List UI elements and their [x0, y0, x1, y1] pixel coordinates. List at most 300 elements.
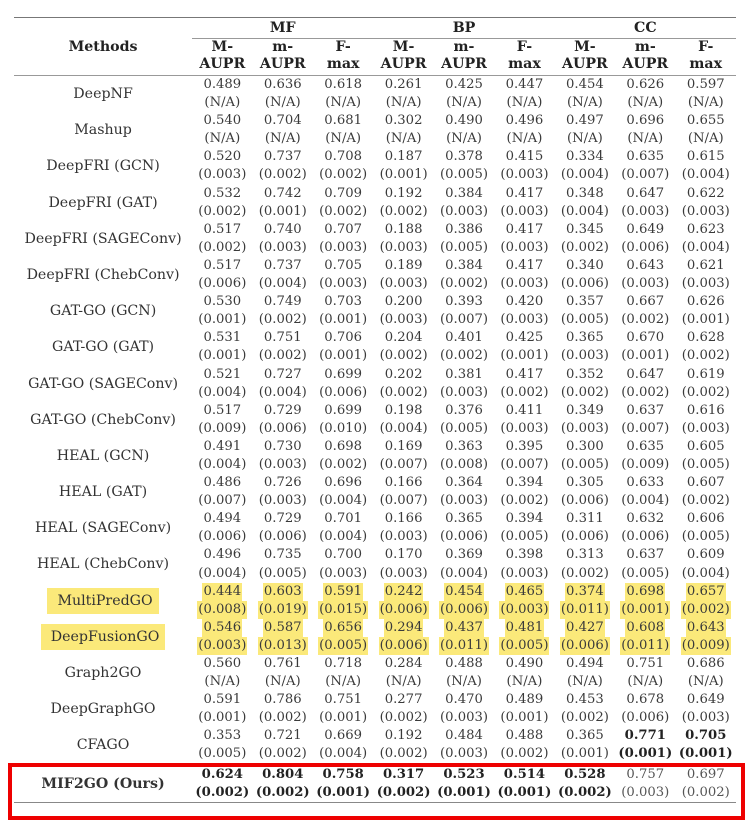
mean-value: 0.608: [625, 619, 665, 637]
method-name: [14, 727, 192, 763]
metric-header-mf-1-bottom: AUPR: [259, 56, 306, 72]
std-cell: [555, 94, 615, 112]
std-cell: [494, 637, 554, 655]
std-value: (0.003): [681, 276, 730, 292]
table-row: [14, 546, 736, 564]
mean-value: 0.489: [505, 692, 544, 708]
mean-value: 0.615: [686, 149, 725, 165]
mean-value: 0.494: [203, 511, 242, 527]
value-cell: [494, 655, 554, 673]
mean-value: 0.444: [202, 583, 242, 601]
std-value: (0.010): [319, 420, 368, 436]
std-cell: [373, 528, 433, 546]
mean-value: 0.411: [505, 402, 544, 418]
std-cell: [494, 784, 554, 803]
method-label: GAT-GO (SAGEConv): [28, 375, 179, 392]
value-cell: [615, 546, 675, 564]
table-row: [14, 185, 736, 203]
mean-value: 0.384: [445, 185, 483, 201]
std-cell: [615, 347, 675, 365]
std-value: (N/A): [325, 674, 362, 690]
value-cell: [555, 691, 615, 709]
std-cell: [192, 347, 252, 365]
std-cell: [615, 311, 675, 329]
mean-value: 0.686: [686, 656, 725, 671]
std-value: (0.002): [319, 167, 368, 183]
std-cell: [676, 275, 736, 293]
std-value: (0.003): [500, 312, 549, 328]
std-cell: [192, 492, 252, 510]
std-value: (0.003): [560, 420, 609, 436]
std-value: (N/A): [204, 131, 241, 147]
mean-value: 0.374: [565, 583, 605, 601]
method-label: Mashup: [74, 122, 132, 139]
value-cell: [494, 185, 554, 203]
table-row: [14, 691, 736, 709]
method-label: Graph2GO: [64, 665, 142, 682]
method-label: DeepFRI (ChebConv): [26, 266, 180, 283]
std-value: (0.002): [258, 312, 307, 328]
mean-value: 0.395: [505, 438, 544, 454]
value-cell: [555, 221, 615, 239]
method-label: DeepFRI (GAT): [48, 194, 158, 211]
std-value: (N/A): [385, 674, 422, 690]
mean-value: 0.637: [626, 547, 665, 563]
value-cell: [373, 329, 433, 347]
std-value: (0.005): [439, 167, 489, 183]
mean-value: 0.465: [505, 583, 545, 601]
value-cell: [373, 438, 433, 456]
std-value: (N/A): [325, 131, 362, 147]
value-cell: [615, 619, 675, 637]
value-cell: [615, 474, 675, 492]
value-cell: [313, 257, 373, 275]
std-cell: [192, 166, 252, 184]
std-cell: [192, 565, 252, 583]
value-cell: [676, 727, 736, 745]
std-cell: [434, 709, 494, 727]
std-value: (0.002): [258, 746, 307, 762]
metric-header-cc-0-top: M-: [574, 39, 596, 55]
std-value: (0.003): [681, 420, 730, 436]
mean-value: 0.369: [445, 547, 483, 563]
mean-value: 0.669: [324, 728, 363, 744]
std-cell: [555, 130, 615, 148]
mean-value: 0.616: [686, 402, 725, 418]
mean-value: 0.188: [384, 221, 423, 237]
mean-value: 0.699: [324, 402, 363, 418]
std-value: (N/A): [385, 95, 422, 111]
std-value: (N/A): [687, 674, 724, 690]
std-value: (0.002): [319, 456, 368, 472]
value-cell: [434, 438, 494, 456]
value-cell: [253, 185, 313, 203]
std-cell: [676, 166, 736, 184]
value-cell: [615, 112, 675, 130]
std-cell: [373, 601, 433, 619]
value-cell: [373, 764, 433, 784]
std-cell: [313, 784, 373, 803]
std-value: (N/A): [566, 131, 603, 147]
table-row: [14, 76, 736, 95]
std-cell: [494, 601, 554, 619]
std-cell: [313, 203, 373, 221]
mean-value: 0.705: [685, 728, 727, 744]
std-cell: [615, 492, 675, 510]
std-value: (N/A): [687, 131, 724, 147]
std-value: (0.006): [560, 276, 609, 292]
std-value: (0.008): [439, 456, 489, 472]
std-value: (0.002): [681, 493, 730, 509]
mean-value: 0.626: [626, 77, 665, 92]
table-row: [14, 221, 736, 239]
std-cell: [192, 384, 252, 402]
std-value: (0.013): [258, 637, 308, 655]
group-header-mf: MF: [192, 18, 373, 39]
metric-header-mf-1-top: m-: [272, 39, 294, 55]
mean-value: 0.605: [686, 438, 725, 454]
std-cell: [373, 130, 433, 148]
std-value: (0.001): [678, 746, 733, 762]
mean-value: 0.603: [263, 583, 303, 601]
mean-value: 0.357: [566, 294, 604, 310]
std-cell: [676, 637, 736, 655]
std-value: (0.007): [379, 493, 428, 509]
std-cell: [676, 456, 736, 474]
std-cell: [555, 203, 615, 221]
std-value: (0.006): [560, 493, 609, 509]
std-value: (0.007): [621, 420, 670, 436]
value-cell: [373, 76, 433, 95]
std-value: (0.004): [258, 276, 307, 292]
std-value: (N/A): [446, 95, 482, 111]
std-value: (0.006): [379, 601, 429, 619]
mean-value: 0.737: [263, 257, 302, 273]
mean-value: 0.417: [505, 366, 544, 382]
std-cell: [313, 311, 373, 329]
value-cell: [494, 583, 554, 601]
mean-value: 0.417: [505, 257, 544, 273]
mean-value: 0.703: [324, 294, 363, 310]
mean-value: 0.520: [203, 149, 242, 165]
std-value: (0.008): [197, 601, 247, 619]
std-value: (0.015): [318, 601, 368, 619]
value-cell: [615, 510, 675, 528]
value-cell: [555, 619, 615, 637]
mean-value: 0.345: [566, 221, 604, 237]
std-cell: [676, 347, 736, 365]
mean-value: 0.655: [686, 113, 725, 129]
std-cell: [373, 784, 433, 803]
mean-value: 0.200: [384, 294, 423, 310]
mean-value: 0.707: [324, 221, 363, 237]
std-value: (0.003): [621, 203, 670, 219]
std-cell: [253, 420, 313, 438]
mean-value: 0.730: [263, 438, 302, 454]
group-header-row: [14, 18, 736, 39]
std-value: (0.002): [560, 565, 609, 581]
mean-value: 0.192: [384, 185, 423, 201]
std-value: (0.002): [621, 312, 670, 328]
mean-value: 0.698: [625, 583, 665, 601]
std-cell: [555, 745, 615, 763]
std-cell: [434, 745, 494, 763]
mean-value: 0.491: [203, 438, 242, 454]
std-cell: [615, 456, 675, 474]
value-cell: [253, 221, 313, 239]
value-cell: [313, 185, 373, 203]
mean-value: 0.447: [505, 77, 544, 92]
table-row-ours: [14, 764, 736, 784]
std-cell: [313, 492, 373, 510]
method-label: DeepNF: [73, 86, 133, 103]
value-cell: [192, 366, 252, 384]
method-label: DeepFRI (SAGEConv): [24, 230, 182, 247]
std-value: (0.006): [319, 384, 368, 400]
value-cell: [434, 76, 494, 95]
mean-value: 0.488: [445, 656, 483, 671]
std-cell: [676, 709, 736, 727]
value-cell: [253, 438, 313, 456]
method-label: HEAL (GCN): [56, 447, 150, 464]
value-cell: [313, 76, 373, 95]
value-cell: [494, 691, 554, 709]
mean-value: 0.678: [626, 692, 665, 708]
value-cell: [555, 148, 615, 166]
value-cell: [253, 257, 313, 275]
value-cell: [192, 402, 252, 420]
std-value: (0.004): [681, 167, 730, 183]
value-cell: [494, 366, 554, 384]
mean-value: 0.481: [505, 619, 545, 637]
value-cell: [313, 148, 373, 166]
mean-value: 0.761: [263, 656, 302, 671]
std-value: (0.004): [681, 565, 730, 581]
std-value: (0.003): [197, 637, 247, 655]
value-cell: [434, 148, 494, 166]
std-cell: [373, 492, 433, 510]
mean-value: 0.591: [323, 583, 363, 601]
std-cell: [676, 311, 736, 329]
mean-value: 0.453: [566, 692, 604, 708]
std-value: (0.011): [620, 637, 670, 655]
mean-value: 0.427: [565, 619, 605, 637]
std-cell: [615, 94, 675, 112]
value-cell: [373, 546, 433, 564]
std-cell: [615, 784, 675, 803]
std-value: (0.002): [681, 601, 731, 619]
method-label: HEAL (GAT): [58, 484, 148, 501]
mean-value: 0.261: [384, 77, 423, 92]
std-value: (0.002): [621, 384, 670, 400]
value-cell: [676, 402, 736, 420]
value-cell: [313, 438, 373, 456]
std-value: (0.002): [379, 746, 428, 762]
std-cell: [434, 601, 494, 619]
std-value: (0.004): [319, 493, 368, 509]
table-row: [14, 619, 736, 637]
value-cell: [555, 402, 615, 420]
mean-value: 0.740: [263, 221, 302, 237]
std-cell: [615, 203, 675, 221]
table-row: [14, 366, 736, 384]
method-name: [14, 257, 192, 293]
std-value: (0.004): [379, 420, 428, 436]
mean-value: 0.349: [566, 402, 604, 418]
value-cell: [313, 655, 373, 673]
mean-value: 0.363: [445, 438, 483, 454]
value-cell: [615, 438, 675, 456]
std-cell: [373, 637, 433, 655]
std-cell: [313, 130, 373, 148]
std-cell: [253, 601, 313, 619]
std-value: (0.006): [439, 529, 489, 545]
mean-value: 0.700: [324, 547, 363, 563]
mean-value: 0.528: [564, 766, 606, 782]
mean-value: 0.623: [686, 221, 725, 237]
std-value: (0.002): [439, 276, 489, 292]
std-cell: [373, 456, 433, 474]
mean-value: 0.636: [263, 77, 302, 92]
std-cell: [192, 745, 252, 763]
std-value: (0.005): [560, 312, 609, 328]
mean-value: 0.398: [505, 547, 544, 563]
mean-value: 0.699: [324, 366, 363, 382]
value-cell: [494, 148, 554, 166]
table-row: [14, 583, 736, 601]
std-cell: [253, 528, 313, 546]
std-cell: [373, 384, 433, 402]
value-cell: [253, 366, 313, 384]
method-name: [14, 402, 192, 438]
std-cell: [615, 601, 675, 619]
std-cell: [494, 94, 554, 112]
mean-value: 0.454: [566, 77, 604, 92]
std-cell: [555, 347, 615, 365]
mean-value: 0.532: [203, 185, 242, 201]
value-cell: [676, 510, 736, 528]
std-cell: [434, 420, 494, 438]
std-cell: [494, 492, 554, 510]
value-cell: [494, 257, 554, 275]
std-cell: [313, 347, 373, 365]
mean-value: 0.376: [445, 402, 483, 418]
std-value: (0.004): [258, 384, 307, 400]
value-cell: [373, 691, 433, 709]
std-value: (0.004): [681, 239, 730, 255]
std-value: (N/A): [446, 674, 482, 690]
std-cell: [615, 384, 675, 402]
std-value: (0.002): [258, 710, 307, 726]
value-cell: [434, 546, 494, 564]
mean-value: 0.635: [626, 438, 665, 454]
mean-value: 0.609: [686, 547, 725, 563]
method-name: [14, 510, 192, 546]
mean-value: 0.632: [626, 511, 665, 527]
mean-value: 0.198: [384, 402, 423, 418]
std-value: (0.002): [681, 784, 730, 800]
std-value: (0.001): [316, 784, 371, 800]
std-cell: [494, 275, 554, 293]
std-value: (0.002): [681, 384, 730, 400]
value-cell: [555, 112, 615, 130]
method-name: [14, 76, 192, 113]
value-cell: [192, 510, 252, 528]
std-cell: [434, 673, 494, 691]
method-name: [14, 329, 192, 365]
value-cell: [676, 583, 736, 601]
value-cell: [313, 402, 373, 420]
value-cell: [555, 727, 615, 745]
mean-value: 0.696: [626, 113, 665, 129]
std-value: (0.004): [621, 493, 670, 509]
mean-value: 0.242: [384, 583, 424, 601]
std-cell: [434, 637, 494, 655]
method-name: [14, 691, 192, 727]
value-cell: [253, 546, 313, 564]
mean-value: 0.313: [566, 547, 604, 563]
value-cell: [555, 546, 615, 564]
method-name: [14, 366, 192, 402]
mean-value: 0.622: [686, 185, 725, 201]
table-row: [14, 148, 736, 166]
std-value: (0.002): [198, 239, 247, 255]
std-value: (0.003): [681, 710, 730, 726]
mean-value: 0.393: [445, 294, 483, 310]
std-value: (0.002): [198, 203, 247, 219]
value-cell: [434, 619, 494, 637]
value-cell: [434, 583, 494, 601]
mean-value: 0.202: [384, 366, 423, 382]
std-value: (N/A): [506, 95, 543, 111]
std-cell: [615, 637, 675, 655]
std-value: (0.004): [560, 167, 609, 183]
mean-value: 0.365: [566, 728, 604, 744]
std-cell: [192, 94, 252, 112]
std-cell: [555, 673, 615, 691]
std-value: (0.002): [255, 784, 310, 800]
mean-value: 0.352: [566, 366, 604, 382]
value-cell: [192, 112, 252, 130]
std-value: (0.001): [681, 312, 730, 328]
results-table: [14, 17, 736, 803]
value-cell: [434, 655, 494, 673]
mean-value: 0.490: [505, 656, 544, 671]
std-value: (0.003): [198, 167, 247, 183]
mean-value: 0.727: [263, 366, 302, 382]
std-value: (0.002): [500, 493, 549, 509]
mean-value: 0.170: [384, 547, 423, 563]
std-value: (0.005): [198, 746, 247, 762]
std-cell: [494, 384, 554, 402]
table-row: [14, 474, 736, 492]
mean-value: 0.647: [626, 366, 665, 382]
mean-value: 0.729: [263, 511, 302, 527]
value-cell: [192, 221, 252, 239]
std-cell: [555, 311, 615, 329]
mean-value: 0.637: [626, 402, 665, 418]
value-cell: [494, 510, 554, 528]
std-cell: [192, 528, 252, 546]
value-cell: [615, 329, 675, 347]
value-cell: [373, 257, 433, 275]
mean-value: 0.718: [324, 656, 363, 671]
value-cell: [313, 764, 373, 784]
std-cell: [434, 94, 494, 112]
std-value: (0.003): [500, 203, 549, 219]
mean-value: 0.757: [626, 766, 665, 782]
mean-value: 0.706: [324, 330, 363, 346]
